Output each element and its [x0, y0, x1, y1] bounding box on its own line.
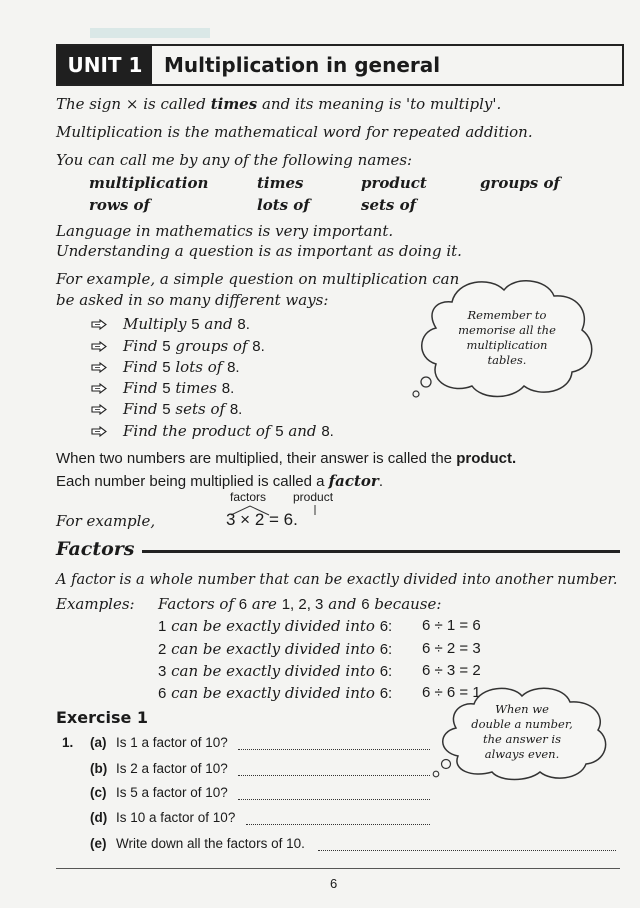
product-def-pre: When two numbers are multiplied, their answer is called the [56, 450, 453, 467]
intro-line-4: Language in mathematics is very important. [56, 222, 394, 240]
factor-row-number: 1 [158, 618, 167, 635]
way-number-2: 8. [227, 359, 240, 376]
way-number-2: 8. [321, 423, 334, 440]
factors-heading: Factors [56, 538, 135, 560]
factor-definition [56, 472, 383, 490]
name-product: product [361, 174, 427, 192]
intro-line-2: Multiplication is the mathematical word for repeated addition. [56, 123, 533, 141]
exercise-question: Is 1 a factor of 10? [116, 735, 228, 750]
examples-intro [158, 595, 441, 613]
way-number-2: 8. [221, 380, 235, 397]
examples-intro-mid: are [251, 595, 277, 613]
name-multiplication: multiplication [89, 174, 209, 192]
factor-word: factor [328, 472, 379, 490]
exercise-item-label: (c) [90, 785, 107, 800]
intro-line-7: be asked in so many different ways: [56, 291, 329, 309]
way-mid: lots of [175, 358, 223, 376]
cloud1-line-4: tables. [487, 353, 527, 367]
way-number-1: 5 [191, 316, 200, 333]
way-pre: Find [123, 337, 158, 355]
way-pre: Find [123, 379, 158, 397]
way-number-1: 5 [162, 380, 171, 397]
pointing-hand-icon [91, 426, 107, 437]
name-groups-of: groups of [480, 174, 560, 192]
factor-row-target: 6: [379, 641, 393, 658]
factor-row-equation: 6 ÷ 1 = 6 [422, 617, 481, 634]
equation-end: . [293, 510, 298, 529]
product-caption: product [293, 490, 334, 504]
times-symbol: × [125, 95, 139, 113]
examples-intro-n: 6 [238, 596, 248, 613]
factor-example-row [158, 662, 481, 680]
factor-row-text: can be exactly divided into [171, 640, 375, 658]
factor-row-number: 3 [158, 663, 167, 680]
sign-mid: is called [143, 95, 206, 113]
way-pre: Find [123, 400, 158, 418]
factor-example-row [158, 684, 481, 702]
factor-row-equation: 6 ÷ 2 = 3 [422, 640, 481, 657]
factor-row-target: 6: [379, 663, 393, 680]
sign-pre: The sign [56, 95, 122, 113]
page-title: Multiplication in general [164, 53, 441, 77]
exercise-item-label: (a) [90, 735, 107, 750]
factor-definition-text: A factor is a whole number that can be exactly divided into another number. [56, 572, 618, 588]
pointing-hand-icon [91, 341, 107, 352]
name-rows-of: rows of [89, 196, 150, 214]
unit-label: UNIT 1 [58, 46, 152, 84]
examples-intro-and: and [328, 595, 357, 613]
sign-word: times [210, 95, 258, 113]
way-pre: Multiply [123, 315, 187, 333]
exercise-number: 1. [62, 735, 74, 750]
factors-heading-rule [142, 550, 620, 553]
factor-row-target: 6: [379, 685, 393, 702]
equation-text: 3 × 2 = 6 [226, 510, 294, 529]
answer-line[interactable] [246, 824, 430, 825]
factors-caption: factors [230, 490, 267, 504]
way-item [123, 315, 250, 333]
example-equation [226, 510, 298, 530]
way-pre: Find the product of [123, 422, 271, 440]
way-mid: times [175, 379, 217, 397]
way-item [123, 337, 265, 355]
exercise-item-label: (d) [90, 810, 108, 825]
product-definition [56, 450, 516, 467]
sign-sentence [56, 95, 501, 113]
way-pre: Find [123, 358, 158, 376]
way-item [123, 400, 242, 418]
cloud2-line-3: the answer is [482, 732, 562, 746]
footer-rule [56, 868, 620, 869]
answer-line[interactable] [238, 799, 430, 800]
way-mid: and [288, 422, 317, 440]
examples-intro-list: 1, 2, 3 [281, 596, 324, 613]
exercise-heading: Exercise 1 [56, 708, 149, 727]
factor-example-row [158, 617, 481, 635]
pointing-hand-icon [91, 404, 107, 415]
cloud2-line-2: double a number, [471, 717, 573, 731]
factor-row-text: can be exactly divided into [171, 617, 375, 635]
examples-intro-last: 6 [361, 596, 370, 613]
intro-line-6: For example, a simple question on multiplication can [56, 270, 460, 288]
exercise-question: Is 10 a factor of 10? [116, 810, 236, 825]
page-number: 6 [330, 876, 338, 891]
cloud1-line-2: memorise all the [458, 323, 556, 337]
factor-def-pre: Each number being multiplied is called a [56, 473, 325, 490]
factor-row-target: 6: [379, 618, 393, 635]
intro-line-3: You can call me by any of the following names: [56, 151, 413, 169]
name-lots-of: lots of [257, 196, 310, 214]
factor-row-equation: 6 ÷ 6 = 1 [422, 684, 481, 701]
answer-line[interactable] [318, 850, 616, 851]
cloud2-line-1: When we [495, 702, 549, 716]
unit-banner [56, 44, 624, 86]
factor-row-text: can be exactly divided into [171, 662, 375, 680]
factor-example-row [158, 640, 481, 658]
cloud1-line-1: Remember to [467, 308, 547, 322]
product-word: product. [456, 450, 517, 467]
way-number-1: 5 [162, 401, 171, 418]
way-mid: and [204, 315, 233, 333]
pointing-hand-icon [91, 319, 107, 330]
exercise-question: Write down all the factors of 10. [116, 836, 305, 851]
way-item [123, 422, 334, 440]
factor-def-post: . [378, 473, 383, 490]
cloud1-line-3: multiplication [466, 338, 548, 352]
examples-intro-post: because: [374, 595, 442, 613]
exercise-item-label: (e) [90, 836, 107, 851]
exercise-question: Is 5 a factor of 10? [116, 785, 228, 800]
way-number-1: 5 [162, 338, 171, 355]
way-mid: sets of [175, 400, 226, 418]
pointing-hand-icon [91, 362, 107, 373]
intro-line-5: Understanding a question is as important as doing it. [56, 242, 462, 260]
name-times: times [257, 174, 304, 192]
exercise-item-label: (b) [90, 761, 108, 776]
example-label: For example, [56, 512, 156, 530]
answer-line[interactable] [238, 775, 430, 776]
factor-row-text: can be exactly divided into [171, 684, 375, 702]
way-mid: groups of [175, 337, 248, 355]
name-sets-of: sets of [361, 196, 417, 214]
way-number-2: 8. [229, 401, 243, 418]
way-number-2: 8. [237, 316, 250, 333]
way-item [123, 379, 234, 397]
way-item [123, 358, 240, 376]
way-number-2: 8. [252, 338, 265, 355]
examples-label: Examples: [56, 595, 135, 613]
exercise-question: Is 2 a factor of 10? [116, 761, 228, 776]
way-number-1: 5 [275, 423, 284, 440]
way-number-1: 5 [162, 359, 171, 376]
factor-row-number: 6 [158, 685, 167, 702]
sign-post: and its meaning is 'to multiply'. [261, 95, 502, 113]
cloud2-line-4: always even. [484, 747, 560, 761]
faint-header-tag [90, 28, 210, 38]
thought-cloud-1 [412, 272, 602, 402]
thought-cloud-2 [430, 682, 610, 782]
factor-row-number: 2 [158, 641, 167, 658]
factor-row-equation: 6 ÷ 3 = 2 [422, 662, 481, 679]
answer-line[interactable] [238, 749, 430, 750]
pointing-hand-icon [91, 383, 107, 394]
examples-intro-pre: Factors of [158, 595, 235, 613]
